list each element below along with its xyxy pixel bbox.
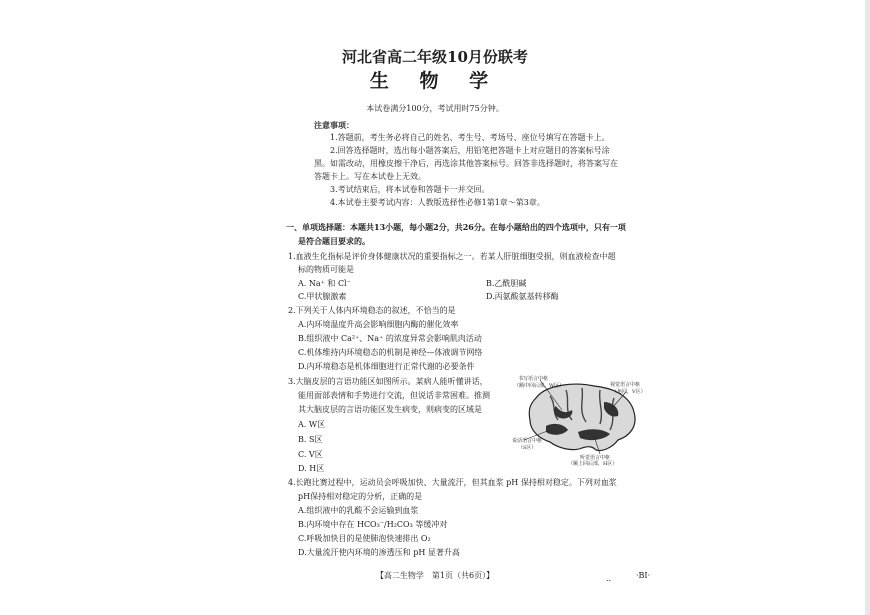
q4-option-b: B.内环境中存在 HCO₃⁻/H₂CO₃ 等缓冲对 (298, 520, 448, 529)
note-line-2: 2.回答选择题时，选出每小题答案后，用铅笔把答题卡上对应题目的答案标号涂 (330, 146, 610, 155)
note-line-1: 1.答题前，考生务必将自己的姓名、考生号、考场号、座位号填写在答题卡上。 (330, 133, 610, 142)
note-line-6: 4.本试卷主要考试内容：人教版选择性必修1第1章～第3章。 (330, 198, 545, 207)
label-h-2: （颞上回后部，H区） (568, 461, 618, 467)
q1-option-a: A. Na⁺ 和 Cl⁻ (298, 279, 351, 288)
q4-stem-line-1: 4.长跑比赛过程中，运动员会呼吸加快、大量流汗，但其血浆 pH 保持相对稳定。下列对血浆 (288, 478, 617, 487)
footer-code: ·BI· (636, 571, 651, 580)
q4-option-d: D.大量流汗使内环境的渗透压和 pH 显著升高 (298, 548, 460, 557)
note-line-3: 黑。如需改动，用橡皮擦干净后，再选涂其他答案标号。回答非选择题时，将答案写在 (314, 159, 618, 168)
q2-option-c: C.机体维持内环境稳态的机制是神经—体液调节网络 (298, 348, 483, 357)
q2-stem: 2.下列关于人体内环境稳态的叙述，不恰当的是 (288, 306, 456, 315)
q3-stem-line-3: 其大脑皮层的言语功能区发生病变，则病变的区域是 (298, 405, 482, 414)
notes-heading: 注意事项： (314, 120, 354, 130)
label-v-2: （角回，V区） (612, 389, 646, 395)
label-h-1: 听觉语言中枢 (580, 455, 611, 461)
q4-stem-line-2: pH保持相对稳定的分析，正确的是 (298, 492, 423, 501)
q4-option-c: C.呼吸加快目的是使肺泡快速排出 O₂ (298, 534, 431, 543)
label-s-1: 说话语言中枢 (512, 438, 543, 444)
q1-option-c: C.甲状腺激素 (298, 292, 347, 301)
label-v-1: 视觉语言中枢 (610, 382, 641, 388)
q3-option-d: D. H区 (298, 464, 325, 473)
footer-dots: .. (606, 574, 612, 583)
label-s-2: （S区） (518, 445, 537, 451)
q2-option-d: D.内环境稳态是机体细胞进行正常代谢的必要条件 (298, 362, 475, 371)
note-line-4: 答题卡上。写在本试卷上无效。 (314, 172, 426, 181)
section-heading-line-2: 是符合题目要求的。 (298, 236, 370, 246)
q3-option-a: A. W区 (298, 420, 326, 429)
q2-option-a: A.内环境温度升高会影响细胞内酶的催化效率 (298, 320, 459, 329)
q4-option-a: A.组织液中的乳酸不会运输到血浆 (298, 506, 419, 515)
subject-title: 生 物 学 (369, 70, 501, 92)
brain-figure (506, 376, 656, 468)
section-heading-line-1: 一、单项选择题：本题共13小题，每小题2分，共26分。在每小题给出的四个选项中，只有一项 (286, 222, 626, 232)
scan-edge (865, 0, 870, 615)
q3-option-c: C. V区 (298, 450, 323, 459)
q3-option-b: B. S区 (298, 435, 323, 444)
exam-title: 河北省高二年级10月份联考 (342, 48, 528, 66)
label-w-1: 书写语言中枢 (518, 376, 549, 382)
q1-option-b: B.乙酰胆碱 (486, 279, 527, 288)
exam-info: 本试卷满分100分，考试用时75分钟。 (366, 104, 504, 113)
q3-stem-line-1: 3.大脑皮层的言语功能区如图所示。某病人能听懂讲话， (288, 377, 488, 386)
note-line-5: 3.考试结束后，将本试卷和答题卡一并交回。 (330, 185, 490, 194)
q3-stem-line-2: 能用面部表情和手势进行交流，但说话非常困难。推测 (298, 391, 490, 400)
label-w-2: （额中回后部，W区） (514, 383, 565, 389)
q1-option-d: D.丙氨酸氨基转移酶 (486, 292, 559, 301)
q1-stem-line-1: 1.血液生化指标是评价身体健康状况的重要指标之一。若某人肝脏细胞受损，则血液检查中超 (288, 252, 616, 261)
q2-option-b: B.组织液中 Ca²⁺、Na⁺ 的浓度异常会影响肌肉活动 (298, 334, 482, 343)
page-footer: 【高二生物学 第1页（共6页）】 (375, 571, 495, 580)
q1-stem-line-2: 标的物质可能是 (298, 265, 354, 274)
